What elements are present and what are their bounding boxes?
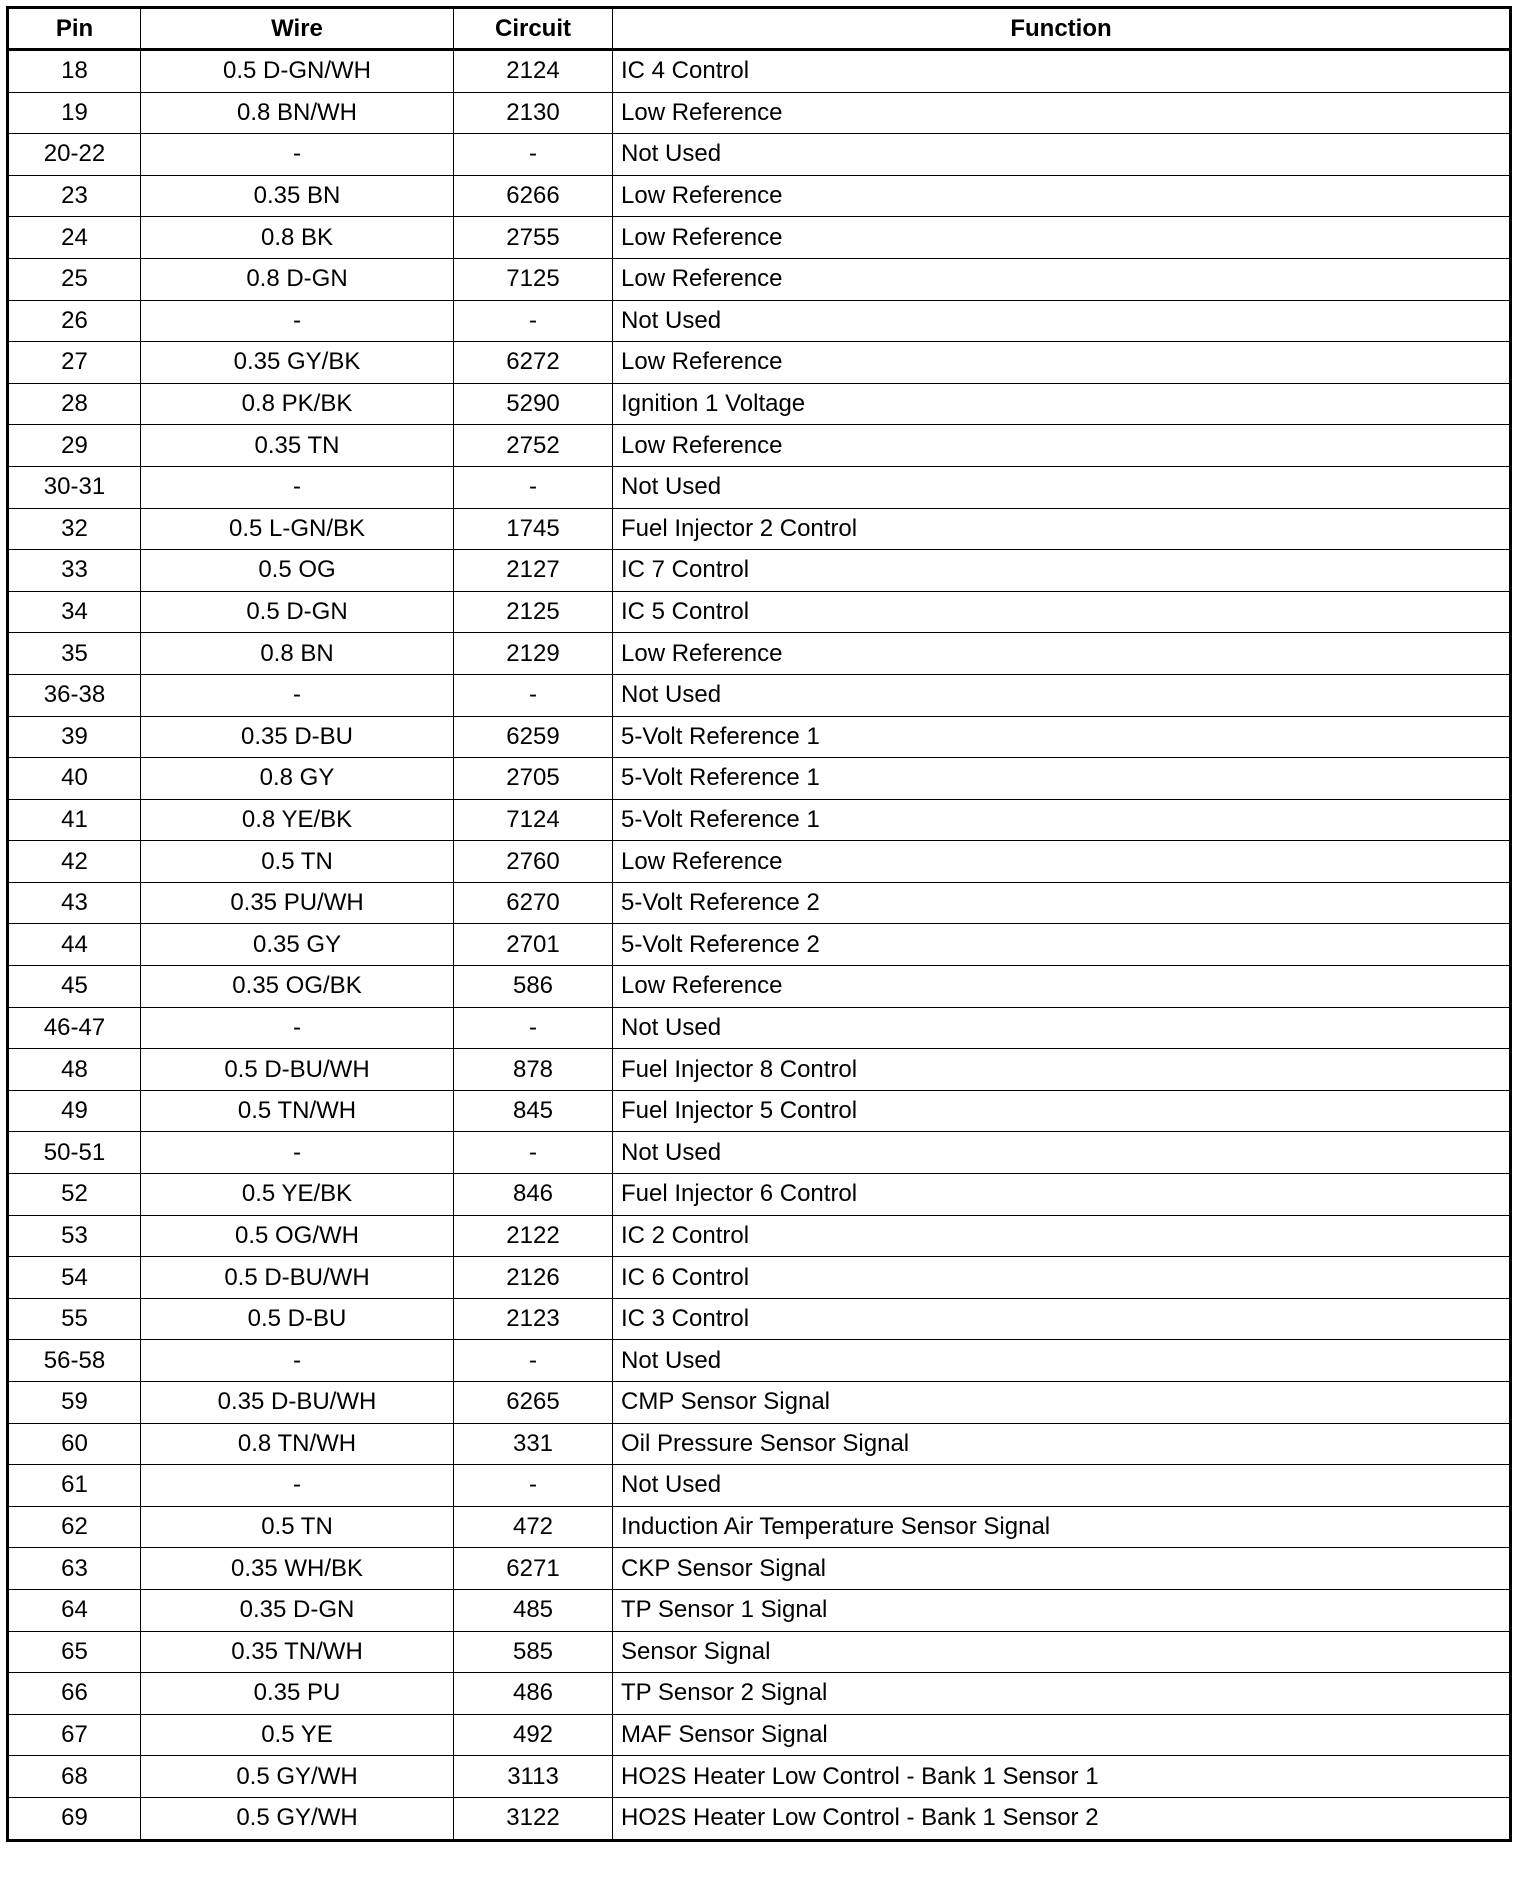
wire-cell: 0.35 PU <box>141 1673 454 1715</box>
wire-cell: 0.5 OG <box>141 550 454 592</box>
table-row <box>8 1756 1511 1798</box>
function-cell: HO2S Heater Low Control - Bank 1 Sensor 1 <box>613 1756 1511 1798</box>
pin-cell: 26 <box>8 300 141 342</box>
table-row <box>8 716 1511 758</box>
table-body <box>8 50 1511 1841</box>
function-cell: Not Used <box>613 134 1511 176</box>
pin-cell: 46-47 <box>8 1007 141 1049</box>
circuit-cell: - <box>454 466 613 508</box>
table-row <box>8 1423 1511 1465</box>
table-row <box>8 1382 1511 1424</box>
wire-cell: 0.35 TN/WH <box>141 1631 454 1673</box>
wire-cell: 0.5 GY/WH <box>141 1756 454 1798</box>
pin-cell: 41 <box>8 799 141 841</box>
circuit-column-header: Circuit <box>454 8 613 50</box>
table-row <box>8 1631 1511 1673</box>
wire-cell: 0.5 TN <box>141 1506 454 1548</box>
circuit-cell: 2755 <box>454 217 613 259</box>
circuit-cell: 878 <box>454 1049 613 1091</box>
function-cell: CKP Sensor Signal <box>613 1548 1511 1590</box>
wire-cell: 0.35 D-BU <box>141 716 454 758</box>
wire-cell: - <box>141 300 454 342</box>
circuit-cell: 5290 <box>454 383 613 425</box>
table-row <box>8 1007 1511 1049</box>
table-row <box>8 1298 1511 1340</box>
circuit-cell: 2127 <box>454 550 613 592</box>
table-row <box>8 258 1511 300</box>
pin-cell: 27 <box>8 342 141 384</box>
circuit-cell: 6266 <box>454 175 613 217</box>
wire-cell: 0.8 PK/BK <box>141 383 454 425</box>
table-row <box>8 1589 1511 1631</box>
circuit-cell: 486 <box>454 1673 613 1715</box>
pin-cell: 36-38 <box>8 674 141 716</box>
pinout-table <box>6 6 1512 1842</box>
table-row <box>8 300 1511 342</box>
function-cell: 5-Volt Reference 1 <box>613 799 1511 841</box>
table-row <box>8 466 1511 508</box>
table-row <box>8 50 1511 93</box>
function-column-header: Function <box>613 8 1511 50</box>
wire-cell: 0.35 BN <box>141 175 454 217</box>
function-cell: Low Reference <box>613 966 1511 1008</box>
circuit-cell: - <box>454 1465 613 1507</box>
pin-cell: 63 <box>8 1548 141 1590</box>
circuit-cell: - <box>454 300 613 342</box>
function-cell: 5-Volt Reference 2 <box>613 882 1511 924</box>
pin-cell: 34 <box>8 591 141 633</box>
pin-cell: 48 <box>8 1049 141 1091</box>
wire-cell: 0.8 BN <box>141 633 454 675</box>
pin-cell: 68 <box>8 1756 141 1798</box>
function-cell: CMP Sensor Signal <box>613 1382 1511 1424</box>
wire-cell: 0.8 D-GN <box>141 258 454 300</box>
function-cell: Fuel Injector 5 Control <box>613 1090 1511 1132</box>
pin-cell: 39 <box>8 716 141 758</box>
wire-cell: 0.5 GY/WH <box>141 1797 454 1840</box>
circuit-cell: - <box>454 1340 613 1382</box>
wire-cell: 0.5 TN/WH <box>141 1090 454 1132</box>
pin-cell: 59 <box>8 1382 141 1424</box>
function-cell: IC 4 Control <box>613 50 1511 93</box>
circuit-cell: - <box>454 1007 613 1049</box>
circuit-cell: - <box>454 674 613 716</box>
function-cell: Low Reference <box>613 633 1511 675</box>
wire-cell: 0.35 GY <box>141 924 454 966</box>
wire-cell: 0.8 TN/WH <box>141 1423 454 1465</box>
pin-cell: 18 <box>8 50 141 93</box>
circuit-cell: - <box>454 1132 613 1174</box>
pin-cell: 24 <box>8 217 141 259</box>
function-cell: Sensor Signal <box>613 1631 1511 1673</box>
wire-cell: 0.8 YE/BK <box>141 799 454 841</box>
circuit-cell: 2760 <box>454 841 613 883</box>
circuit-cell: 6265 <box>454 1382 613 1424</box>
table-header <box>8 8 1511 50</box>
table-row <box>8 175 1511 217</box>
table-row <box>8 1215 1511 1257</box>
table-row <box>8 1673 1511 1715</box>
pin-cell: 67 <box>8 1714 141 1756</box>
function-cell: Ignition 1 Voltage <box>613 383 1511 425</box>
function-cell: Low Reference <box>613 342 1511 384</box>
wire-cell: 0.35 WH/BK <box>141 1548 454 1590</box>
circuit-cell: 3113 <box>454 1756 613 1798</box>
function-cell: IC 2 Control <box>613 1215 1511 1257</box>
pin-cell: 64 <box>8 1589 141 1631</box>
wire-cell: 0.5 OG/WH <box>141 1215 454 1257</box>
wire-cell: 0.5 TN <box>141 841 454 883</box>
table-row <box>8 1548 1511 1590</box>
table-row <box>8 799 1511 841</box>
function-cell: Low Reference <box>613 258 1511 300</box>
pin-cell: 53 <box>8 1215 141 1257</box>
function-cell: 5-Volt Reference 1 <box>613 758 1511 800</box>
table-row <box>8 758 1511 800</box>
pin-cell: 35 <box>8 633 141 675</box>
wire-cell: - <box>141 1007 454 1049</box>
function-cell: IC 6 Control <box>613 1257 1511 1299</box>
circuit-cell: 2705 <box>454 758 613 800</box>
pin-cell: 19 <box>8 92 141 134</box>
pin-cell: 65 <box>8 1631 141 1673</box>
wire-cell: 0.35 GY/BK <box>141 342 454 384</box>
function-cell: Low Reference <box>613 425 1511 467</box>
pin-cell: 52 <box>8 1174 141 1216</box>
function-cell: IC 7 Control <box>613 550 1511 592</box>
pin-cell: 30-31 <box>8 466 141 508</box>
table-row <box>8 383 1511 425</box>
pin-cell: 66 <box>8 1673 141 1715</box>
wire-cell: - <box>141 674 454 716</box>
table-row <box>8 1257 1511 1299</box>
function-cell: Not Used <box>613 300 1511 342</box>
circuit-cell: 331 <box>454 1423 613 1465</box>
circuit-cell: 485 <box>454 1589 613 1631</box>
function-cell: Fuel Injector 8 Control <box>613 1049 1511 1091</box>
pin-cell: 45 <box>8 966 141 1008</box>
wire-cell: 0.8 GY <box>141 758 454 800</box>
function-cell: 5-Volt Reference 2 <box>613 924 1511 966</box>
wire-cell: 0.35 D-BU/WH <box>141 1382 454 1424</box>
pin-cell: 43 <box>8 882 141 924</box>
circuit-cell: 492 <box>454 1714 613 1756</box>
table-row <box>8 1174 1511 1216</box>
wire-cell: 0.5 D-BU/WH <box>141 1257 454 1299</box>
function-cell: HO2S Heater Low Control - Bank 1 Sensor 2 <box>613 1797 1511 1840</box>
function-cell: Fuel Injector 2 Control <box>613 508 1511 550</box>
circuit-cell: 2701 <box>454 924 613 966</box>
circuit-cell: 2123 <box>454 1298 613 1340</box>
circuit-cell: 846 <box>454 1174 613 1216</box>
function-cell: IC 5 Control <box>613 591 1511 633</box>
pin-cell: 40 <box>8 758 141 800</box>
circuit-cell: 585 <box>454 1631 613 1673</box>
function-cell: Low Reference <box>613 841 1511 883</box>
function-cell: IC 3 Control <box>613 1298 1511 1340</box>
pin-cell: 20-22 <box>8 134 141 176</box>
pin-cell: 69 <box>8 1797 141 1840</box>
function-cell: Not Used <box>613 674 1511 716</box>
pin-cell: 29 <box>8 425 141 467</box>
pin-cell: 49 <box>8 1090 141 1132</box>
circuit-cell: 472 <box>454 1506 613 1548</box>
wire-cell: 0.5 D-BU/WH <box>141 1049 454 1091</box>
circuit-cell: 6272 <box>454 342 613 384</box>
wire-cell: - <box>141 466 454 508</box>
function-cell: Low Reference <box>613 92 1511 134</box>
table-row <box>8 924 1511 966</box>
function-cell: Not Used <box>613 1465 1511 1507</box>
function-cell: Not Used <box>613 1007 1511 1049</box>
table-row <box>8 1506 1511 1548</box>
function-cell: Oil Pressure Sensor Signal <box>613 1423 1511 1465</box>
table-row <box>8 882 1511 924</box>
circuit-cell: 2122 <box>454 1215 613 1257</box>
circuit-cell: 7125 <box>454 258 613 300</box>
pin-cell: 60 <box>8 1423 141 1465</box>
table-row <box>8 674 1511 716</box>
pin-cell: 23 <box>8 175 141 217</box>
wire-cell: 0.8 BK <box>141 217 454 259</box>
function-cell: 5-Volt Reference 1 <box>613 716 1511 758</box>
pin-cell: 50-51 <box>8 1132 141 1174</box>
wire-cell: 0.5 D-BU <box>141 1298 454 1340</box>
circuit-cell: 845 <box>454 1090 613 1132</box>
circuit-cell: 2126 <box>454 1257 613 1299</box>
pin-cell: 44 <box>8 924 141 966</box>
table-row <box>8 1340 1511 1382</box>
pin-cell: 56-58 <box>8 1340 141 1382</box>
circuit-cell: 6270 <box>454 882 613 924</box>
circuit-cell: 2129 <box>454 633 613 675</box>
pin-cell: 33 <box>8 550 141 592</box>
circuit-cell: 1745 <box>454 508 613 550</box>
wire-cell: 0.5 D-GN <box>141 591 454 633</box>
pin-cell: 61 <box>8 1465 141 1507</box>
pin-cell: 28 <box>8 383 141 425</box>
table-row <box>8 425 1511 467</box>
wire-cell: 0.35 PU/WH <box>141 882 454 924</box>
pin-cell: 62 <box>8 1506 141 1548</box>
table-row <box>8 1465 1511 1507</box>
wire-cell: 0.5 YE/BK <box>141 1174 454 1216</box>
table-row <box>8 1132 1511 1174</box>
table-row <box>8 1090 1511 1132</box>
circuit-cell: 586 <box>454 966 613 1008</box>
circuit-cell: 3122 <box>454 1797 613 1840</box>
function-cell: Fuel Injector 6 Control <box>613 1174 1511 1216</box>
table-row <box>8 550 1511 592</box>
wire-cell: - <box>141 1340 454 1382</box>
table-row <box>8 1797 1511 1840</box>
table-row <box>8 92 1511 134</box>
circuit-cell: 6271 <box>454 1548 613 1590</box>
table-row <box>8 966 1511 1008</box>
circuit-cell: 2124 <box>454 50 613 93</box>
pin-column-header: Pin <box>8 8 141 50</box>
wire-cell: 0.35 OG/BK <box>141 966 454 1008</box>
circuit-cell: 7124 <box>454 799 613 841</box>
function-cell: Low Reference <box>613 217 1511 259</box>
function-cell: TP Sensor 1 Signal <box>613 1589 1511 1631</box>
function-cell: MAF Sensor Signal <box>613 1714 1511 1756</box>
wire-cell: - <box>141 1132 454 1174</box>
header-row <box>8 8 1511 50</box>
wire-cell: 0.5 D-GN/WH <box>141 50 454 93</box>
circuit-cell: 2130 <box>454 92 613 134</box>
wire-cell: - <box>141 1465 454 1507</box>
table-row <box>8 508 1511 550</box>
circuit-cell: 2752 <box>454 425 613 467</box>
wire-cell: 0.5 L-GN/BK <box>141 508 454 550</box>
pin-cell: 42 <box>8 841 141 883</box>
table-row <box>8 591 1511 633</box>
function-cell: Low Reference <box>613 175 1511 217</box>
circuit-cell: 6259 <box>454 716 613 758</box>
table-row <box>8 217 1511 259</box>
pin-cell: 55 <box>8 1298 141 1340</box>
wire-cell: 0.5 YE <box>141 1714 454 1756</box>
table-row <box>8 134 1511 176</box>
circuit-cell: - <box>454 134 613 176</box>
function-cell: Not Used <box>613 466 1511 508</box>
table-row <box>8 1049 1511 1091</box>
wire-cell: 0.35 TN <box>141 425 454 467</box>
table-row <box>8 342 1511 384</box>
function-cell: Not Used <box>613 1132 1511 1174</box>
wire-cell: 0.35 D-GN <box>141 1589 454 1631</box>
wire-cell: - <box>141 134 454 176</box>
pin-cell: 54 <box>8 1257 141 1299</box>
table-row <box>8 841 1511 883</box>
pin-cell: 25 <box>8 258 141 300</box>
wire-cell: 0.8 BN/WH <box>141 92 454 134</box>
circuit-cell: 2125 <box>454 591 613 633</box>
table-row <box>8 633 1511 675</box>
function-cell: Not Used <box>613 1340 1511 1382</box>
table-row <box>8 1714 1511 1756</box>
pin-cell: 32 <box>8 508 141 550</box>
wire-column-header: Wire <box>141 8 454 50</box>
function-cell: Induction Air Temperature Sensor Signal <box>613 1506 1511 1548</box>
function-cell: TP Sensor 2 Signal <box>613 1673 1511 1715</box>
